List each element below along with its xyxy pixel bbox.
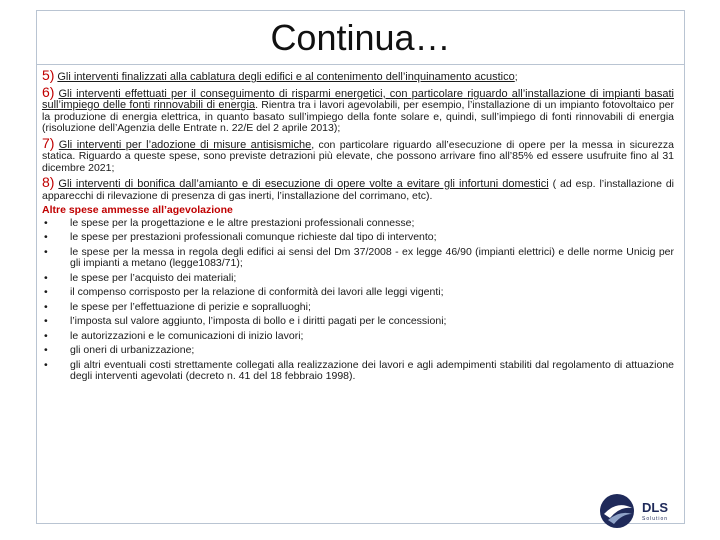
bullet-icon: • [44, 300, 48, 313]
list-item-text: il compenso corrisposto per la relazione di conformità dei lavori alle leggi vigenti; [70, 286, 444, 298]
bullet-icon: • [44, 358, 48, 371]
item-text: , con particolare riguardo all’esecuzione di opere per la messa in sicurezza statica. Riguardo a queste spese, sono previste detrazioni più elevate, che possono arrivare fino all’85% ed essere usufruite fino al 31 dicembre 2021; [42, 138, 675, 174]
item-lead: Gli interventi per l’adozione di misure antisismiche [58, 138, 312, 151]
list-item [42, 83, 674, 135]
list-item [42, 218, 674, 230]
list-item-text: le spese per la progettazione e le altre prestazioni professionali connesse; [70, 216, 415, 229]
bullet-icon: • [44, 286, 48, 298]
item-number: 6) [42, 83, 55, 100]
bullet-icon: • [44, 216, 48, 229]
list-item [42, 247, 674, 270]
list-item [42, 174, 675, 202]
list-item [42, 67, 674, 84]
bullet-icon: • [44, 245, 48, 258]
company-logo [598, 492, 680, 530]
section-heading: Altre spese ammesse all’agevolazione [42, 204, 233, 216]
bullet-icon: • [44, 271, 48, 284]
list-item [42, 273, 674, 285]
logo-subtext: Solution [642, 516, 669, 522]
list-item [42, 331, 674, 343]
item-lead: Gli interventi effettuati per il conseguimento di risparmi energetici, con particolare riguardo all’installazione di impianti basati sull’impiego delle fonti rinnovabili di energia [42, 87, 674, 111]
list-item-text: gli oneri di urbanizzazione; [70, 344, 195, 356]
list-item-text: le spese per l’acquisto dei materiali; [70, 271, 237, 284]
item-lead: Gli interventi finalizzati alla cablatura degli edifici e al contenimento dell’inquinamento acustico [57, 71, 515, 83]
list-item [42, 232, 674, 244]
logo-text: DLS [642, 500, 668, 515]
list-item [42, 302, 674, 314]
item-lead: Gli interventi di bonifica dall’amianto e di esecuzione di opere volte a evitare gli infortuni domestici [58, 178, 549, 190]
list-item [42, 360, 674, 383]
bullet-icon: • [44, 344, 48, 356]
item-number: 5) [42, 67, 55, 83]
page-title: Continua… [270, 16, 451, 58]
item-number: 7) [42, 134, 55, 151]
list-item [42, 345, 674, 357]
list-item-text: l’imposta sul valore aggiunto, l’imposta di bollo e i diritti pagati per le concessioni; [70, 315, 447, 327]
content-area [42, 67, 675, 386]
list-item-text: le spese per l’effettuazione di perizie e sopralluoghi; [70, 300, 311, 313]
expenses-list [42, 218, 674, 383]
item-number: 8) [42, 174, 55, 190]
list-item [42, 134, 675, 175]
bullet-icon: • [44, 231, 48, 243]
list-item [42, 287, 674, 299]
bullet-icon: • [44, 315, 48, 327]
list-item-text: le autorizzazioni e le comunicazioni di inizio lavori; [70, 329, 304, 342]
item-text: . Rientra tra i lavori agevolabili, per esempio, l’installazione di un impianto fotovoltaico per la produzione di energia elettrica, in quanto basato sull’impiego della fonte solare e, quindi, sull’impiego di fonti rinnovabili di energia (risoluzione dell’Agenzia delle Entrate n. 22/E del 2 aprile 2013); [42, 99, 674, 134]
logo-mark-icon [598, 492, 640, 530]
item-text: ; [514, 71, 518, 83]
list-item-text: gli altri eventuali costi strettamente collegati alla realizzazione dei lavori e agli adempimenti stabiliti dal regolamento di attuazione degli interventi agevolati (decreto n. 41 del 18 febbraio 1998). [70, 358, 674, 382]
title-box [36, 10, 685, 65]
bullet-icon: • [44, 329, 48, 342]
item-text: ( ad esp. l’installazione di apparecchi di rilevazione di presenza di gas inerti, l’installazione del corrimano, etc). [42, 178, 675, 202]
list-item-text: le spese per la messa in regola degli edifici ai sensi del Dm 37/2008 - ex legge 46/90 (impianti elettrici) e delle norme Unicig per gli impianti a metano (legge1083/71); [70, 245, 674, 269]
list-item-text: le spese per prestazioni professionali comunque richieste dal tipo di intervento; [70, 231, 437, 243]
list-item [42, 316, 674, 328]
